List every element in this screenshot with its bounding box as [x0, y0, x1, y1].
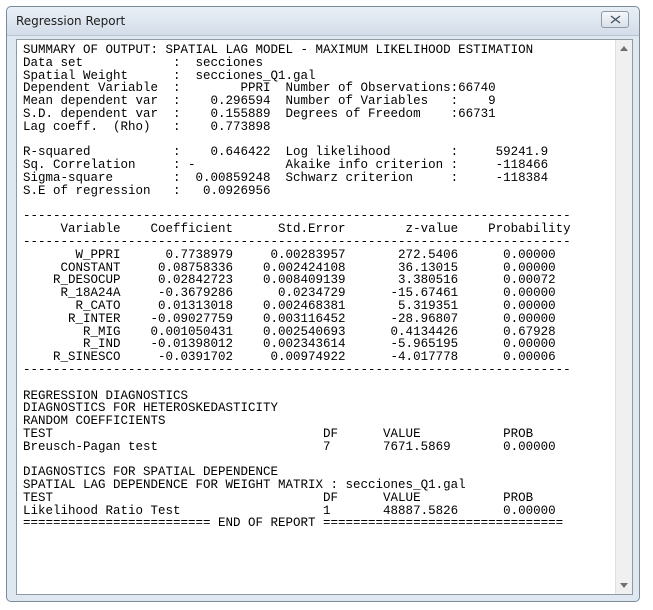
report-line: R_CATO 0.01313018 0.002468381 5.319351 0.00000	[23, 298, 556, 313]
report-line: Breusch-Pagan test 7 7671.5869 0.00000	[23, 439, 556, 454]
report-line: Likelihood Ratio Test 1 48887.5826 0.00000	[23, 503, 556, 518]
vertical-scrollbar[interactable]	[615, 40, 632, 594]
report-line: SPATIAL LAG DEPENDENCE FOR WEIGHT MATRIX : secciones_Q1.gal	[23, 478, 466, 493]
report-line: R_DESOCUP 0.02842723 0.008409139 3.380516 0.00072	[23, 273, 556, 288]
report-line: TEST DF VALUE PROB	[23, 490, 534, 505]
report-line: R_INTER -0.09027759 0.003116452 -28.96807 0.00000	[23, 311, 556, 326]
chevron-down-icon	[620, 583, 628, 588]
close-icon	[610, 15, 621, 24]
report-line: W_PPRI 0.7738979 0.00283957 272.5406 0.00000	[23, 247, 556, 262]
report-line: Spatial Weight : secciones_Q1.gal	[23, 68, 316, 83]
report-line: Mean dependent var : 0.296594 Number of Variables : 9	[23, 94, 496, 109]
report-line: R_MIG 0.001050431 0.002540693 0.4134426 0.67928	[23, 324, 556, 339]
report-line: SUMMARY OF OUTPUT: SPATIAL LAG MODEL - MAXIMUM LIKELIHOOD ESTIMATION	[23, 43, 534, 57]
window-title: Regression Report	[16, 14, 126, 28]
report-line: Lag coeff. (Rho) : 0.773898	[23, 119, 271, 134]
report-line: CONSTANT 0.08758336 0.002424108 36.13015 0.00000	[23, 260, 556, 275]
report-line	[23, 377, 615, 390]
report-line: RANDOM COEFFICIENTS	[23, 414, 166, 429]
report-line: R-squared : 0.646422 Log likelihood : 59241.9	[23, 145, 549, 160]
close-button[interactable]	[601, 11, 629, 28]
report-line: R_IND -0.01398012 0.002343614 -5.965195 0.00000	[23, 337, 556, 352]
report-line: DIAGNOSTICS FOR HETEROSKEDASTICITY	[23, 401, 279, 416]
report-text-area[interactable]	[16, 39, 633, 595]
scroll-down-button[interactable]	[616, 577, 632, 594]
scroll-up-button[interactable]	[616, 40, 632, 57]
report-line: ========================= END OF REPORT ================================	[23, 516, 564, 531]
report-line: S.E of regression : 0.0926956	[23, 183, 271, 198]
chevron-up-icon	[620, 46, 628, 51]
report-line: DIAGNOSTICS FOR SPATIAL DEPENDENCE	[23, 465, 279, 480]
report-line: -------------------------------------------------------------------------	[23, 362, 571, 377]
report-line: TEST DF VALUE PROB	[23, 426, 534, 441]
report-line: Dependent Variable : PPRI Number of Observations:66740	[23, 81, 496, 96]
report-line: Data set : secciones	[23, 55, 264, 70]
regression-report-window	[6, 6, 640, 602]
report-line: R_18A24A -0.3679286 0.0234729 -15.67461 0.00000	[23, 286, 556, 301]
report-line: Sigma-square : 0.00859248 Schwarz criterion : -118384	[23, 170, 549, 185]
title-bar[interactable]	[7, 7, 639, 36]
report-line: REGRESSION DIAGNOSTICS	[23, 388, 189, 403]
report-line: Variable Coefficient Std.Error z-value Probability	[23, 222, 571, 237]
report-line: S.D. dependent var : 0.155889 Degrees of Freedom :66731	[23, 106, 496, 121]
report-line: R_SINESCO -0.0391702 0.00974922 -4.017778 0.00006	[23, 350, 556, 365]
report-line: -------------------------------------------------------------------------	[23, 209, 571, 224]
report-content	[23, 44, 615, 530]
report-line: Sq. Correlation : - Akaike info criterion : -118466	[23, 158, 549, 173]
report-line: -------------------------------------------------------------------------	[23, 234, 571, 249]
